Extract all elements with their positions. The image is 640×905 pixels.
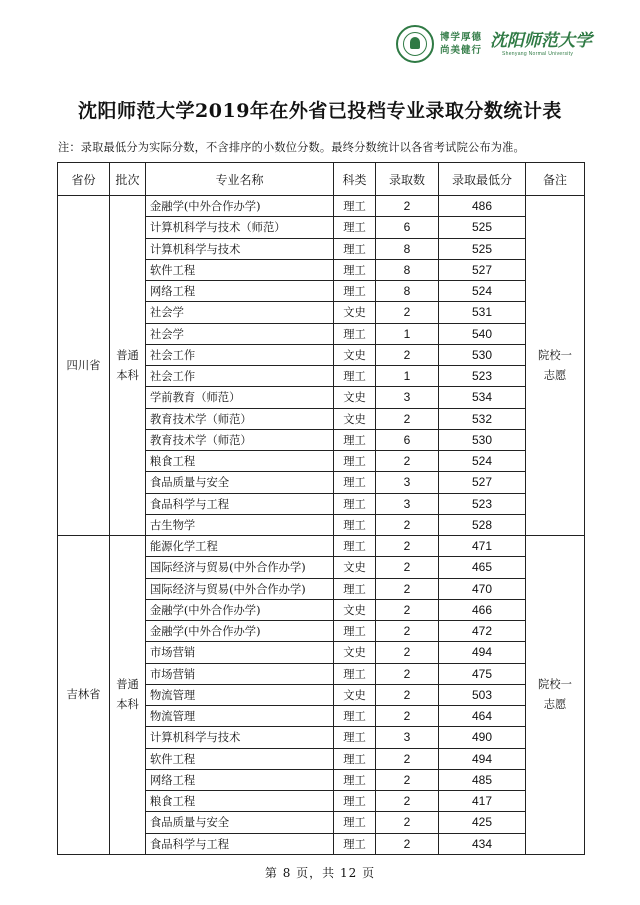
- major-cell: 教育技术学（师范）: [146, 429, 334, 450]
- category-cell: 理工: [334, 833, 376, 854]
- major-cell: 食品科学与工程: [146, 833, 334, 854]
- category-cell: 文史: [334, 599, 376, 620]
- col-header-remark: 备注: [526, 163, 585, 196]
- major-cell: 能源化学工程: [146, 536, 334, 557]
- category-cell: 文史: [334, 387, 376, 408]
- major-cell: 网络工程: [146, 281, 334, 302]
- min-score-cell: 490: [439, 727, 526, 748]
- university-motto: [440, 31, 482, 57]
- major-cell: 金融学(中外合作办学): [146, 196, 334, 217]
- major-cell: 金融学(中外合作办学): [146, 599, 334, 620]
- min-score-cell: 525: [439, 238, 526, 259]
- min-score-cell: 471: [439, 536, 526, 557]
- count-cell: 1: [376, 366, 439, 387]
- category-cell: 理工: [334, 259, 376, 280]
- university-name-block: [490, 31, 592, 57]
- major-cell: 食品科学与工程: [146, 493, 334, 514]
- min-score-cell: 434: [439, 833, 526, 854]
- category-cell: 理工: [334, 791, 376, 812]
- min-score-cell: 486: [439, 196, 526, 217]
- category-cell: 理工: [334, 323, 376, 344]
- min-score-cell: 475: [439, 663, 526, 684]
- university-emblem-icon: [396, 25, 434, 63]
- category-cell: 理工: [334, 706, 376, 727]
- count-cell: 2: [376, 642, 439, 663]
- count-cell: 8: [376, 259, 439, 280]
- category-cell: 理工: [334, 812, 376, 833]
- min-score-cell: 530: [439, 344, 526, 365]
- min-score-cell: 485: [439, 769, 526, 790]
- count-cell: 2: [376, 196, 439, 217]
- major-cell: 计算机科学与技术: [146, 727, 334, 748]
- count-cell: 2: [376, 748, 439, 769]
- count-cell: 2: [376, 769, 439, 790]
- min-score-cell: 540: [439, 323, 526, 344]
- category-cell: 理工: [334, 472, 376, 493]
- count-cell: 2: [376, 514, 439, 535]
- major-cell: 教育技术学（师范）: [146, 408, 334, 429]
- count-cell: 6: [376, 217, 439, 238]
- count-cell: 3: [376, 387, 439, 408]
- province-cell: 四川省: [58, 196, 110, 536]
- category-cell: 理工: [334, 217, 376, 238]
- category-cell: 理工: [334, 196, 376, 217]
- min-score-cell: 527: [439, 472, 526, 493]
- count-cell: 2: [376, 706, 439, 727]
- category-cell: 理工: [334, 451, 376, 472]
- category-cell: 理工: [334, 366, 376, 387]
- count-cell: 2: [376, 536, 439, 557]
- major-cell: 计算机科学与技术（师范）: [146, 217, 334, 238]
- category-cell: 理工: [334, 493, 376, 514]
- major-cell: 国际经济与贸易(中外合作办学): [146, 557, 334, 578]
- category-cell: 文史: [334, 344, 376, 365]
- count-cell: 1: [376, 323, 439, 344]
- major-cell: 网络工程: [146, 769, 334, 790]
- count-cell: 3: [376, 472, 439, 493]
- min-score-cell: 523: [439, 493, 526, 514]
- major-cell: 古生物学: [146, 514, 334, 535]
- table-body: [58, 196, 585, 855]
- batch-cell: 普通本科: [110, 536, 146, 855]
- table-note: 注：录取最低分为实际分数，不含排序的小数位分数。最终分数统计以各省考试院公布为准。: [58, 141, 525, 154]
- min-score-cell: 525: [439, 217, 526, 238]
- count-cell: 8: [376, 238, 439, 259]
- major-cell: 市场营销: [146, 642, 334, 663]
- count-cell: 2: [376, 578, 439, 599]
- category-cell: 理工: [334, 281, 376, 302]
- min-score-cell: 466: [439, 599, 526, 620]
- min-score-cell: 425: [439, 812, 526, 833]
- table-header-row: [58, 163, 585, 196]
- count-cell: 2: [376, 344, 439, 365]
- category-cell: 理工: [334, 578, 376, 599]
- count-cell: 6: [376, 429, 439, 450]
- count-cell: 2: [376, 557, 439, 578]
- major-cell: 食品质量与安全: [146, 472, 334, 493]
- min-score-cell: 472: [439, 621, 526, 642]
- col-header-count: 录取数: [376, 163, 439, 196]
- category-cell: 文史: [334, 302, 376, 323]
- major-cell: 物流管理: [146, 684, 334, 705]
- category-cell: 理工: [334, 769, 376, 790]
- motto-line-2: 尚美健行: [440, 45, 483, 56]
- category-cell: 理工: [334, 429, 376, 450]
- min-score-cell: 494: [439, 748, 526, 769]
- major-cell: 社会工作: [146, 344, 334, 365]
- count-cell: 2: [376, 408, 439, 429]
- major-cell: 国际经济与贸易(中外合作办学): [146, 578, 334, 599]
- major-cell: 软件工程: [146, 259, 334, 280]
- category-cell: 文史: [334, 642, 376, 663]
- count-cell: 3: [376, 727, 439, 748]
- count-cell: 2: [376, 684, 439, 705]
- page-footer: 第 8 页，共 12 页: [264, 866, 376, 880]
- min-score-cell: 527: [439, 259, 526, 280]
- province-cell: 吉林省: [58, 536, 110, 855]
- category-cell: 文史: [334, 408, 376, 429]
- count-cell: 2: [376, 833, 439, 854]
- table-row: [58, 536, 585, 557]
- category-cell: 文史: [334, 557, 376, 578]
- min-score-cell: 531: [439, 302, 526, 323]
- count-cell: 2: [376, 621, 439, 642]
- major-cell: 市场营销: [146, 663, 334, 684]
- count-cell: 2: [376, 599, 439, 620]
- major-cell: 社会学: [146, 323, 334, 344]
- category-cell: 理工: [334, 238, 376, 259]
- category-cell: 文史: [334, 684, 376, 705]
- col-header-province: 省份: [58, 163, 110, 196]
- university-name-en: Shenyang Normal University: [502, 51, 574, 57]
- min-score-cell: 503: [439, 684, 526, 705]
- major-cell: 粮食工程: [146, 451, 334, 472]
- page-title: 沈阳师范大学2019年在外省已投档专业录取分数统计表: [78, 100, 562, 122]
- major-cell: 社会工作: [146, 366, 334, 387]
- col-header-min-score: 录取最低分: [439, 163, 526, 196]
- category-cell: 理工: [334, 727, 376, 748]
- min-score-cell: 470: [439, 578, 526, 599]
- min-score-cell: 523: [439, 366, 526, 387]
- major-cell: 金融学(中外合作办学): [146, 621, 334, 642]
- count-cell: 8: [376, 281, 439, 302]
- major-cell: 计算机科学与技术: [146, 238, 334, 259]
- category-cell: 理工: [334, 621, 376, 642]
- min-score-cell: 465: [439, 557, 526, 578]
- admission-score-table: [57, 162, 585, 855]
- min-score-cell: 532: [439, 408, 526, 429]
- university-name-cn: 沈阳师范大学: [490, 31, 593, 51]
- min-score-cell: 524: [439, 281, 526, 302]
- min-score-cell: 494: [439, 642, 526, 663]
- major-cell: 粮食工程: [146, 791, 334, 812]
- major-cell: 软件工程: [146, 748, 334, 769]
- category-cell: 理工: [334, 536, 376, 557]
- min-score-cell: 524: [439, 451, 526, 472]
- count-cell: 2: [376, 302, 439, 323]
- university-logo: [396, 22, 626, 66]
- major-cell: 学前教育（师范）: [146, 387, 334, 408]
- col-header-batch: 批次: [110, 163, 146, 196]
- col-header-major: 专业名称: [146, 163, 334, 196]
- min-score-cell: 417: [439, 791, 526, 812]
- min-score-cell: 464: [439, 706, 526, 727]
- count-cell: 2: [376, 812, 439, 833]
- count-cell: 2: [376, 791, 439, 812]
- batch-cell: 普通本科: [110, 196, 146, 536]
- category-cell: 理工: [334, 748, 376, 769]
- min-score-cell: 528: [439, 514, 526, 535]
- remark-cell: 院校一志愿: [526, 536, 585, 855]
- count-cell: 3: [376, 493, 439, 514]
- major-cell: 食品质量与安全: [146, 812, 334, 833]
- count-cell: 2: [376, 451, 439, 472]
- count-cell: 2: [376, 663, 439, 684]
- major-cell: 物流管理: [146, 706, 334, 727]
- major-cell: 社会学: [146, 302, 334, 323]
- min-score-cell: 534: [439, 387, 526, 408]
- min-score-cell: 530: [439, 429, 526, 450]
- remark-cell: 院校一志愿: [526, 196, 585, 536]
- category-cell: 理工: [334, 514, 376, 535]
- motto-line-1: 博学厚德: [440, 32, 483, 43]
- col-header-category: 科类: [334, 163, 376, 196]
- category-cell: 理工: [334, 663, 376, 684]
- table-row: [58, 196, 585, 217]
